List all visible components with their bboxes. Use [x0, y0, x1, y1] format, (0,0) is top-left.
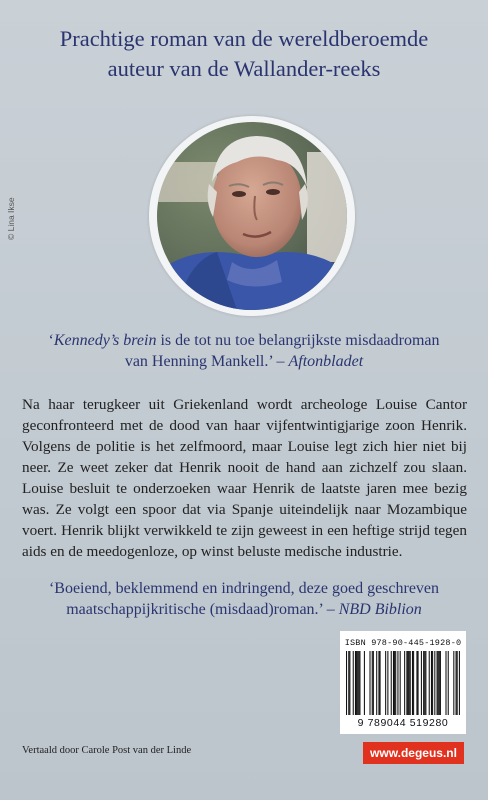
barcode-bar: [348, 651, 349, 715]
barcode-bar: [431, 651, 432, 715]
barcode-bar: [445, 651, 446, 715]
barcode-bar: [394, 651, 395, 715]
headline-line-1: Prachtige roman van de wereldberoemde: [59, 26, 429, 51]
barcode-bar: [369, 651, 370, 715]
quote-text-1: is de tot nu toe belangrijkste misdaadroman: [156, 332, 440, 349]
barcode-bar: [376, 651, 377, 715]
barcode-bar: [404, 651, 405, 715]
quote-open-mark: ‘: [48, 332, 54, 349]
barcode-bar: [356, 651, 357, 715]
synopsis: [22, 394, 467, 562]
quote-source: Aftonbladet: [288, 353, 364, 370]
barcode-bar: [385, 651, 386, 715]
barcode-panel: [340, 631, 466, 734]
barcode-bar: [353, 651, 354, 715]
barcode-bar: [439, 651, 440, 715]
barcode-bar: [410, 651, 411, 715]
barcode-bar: [453, 651, 454, 715]
barcode-bar: [346, 651, 347, 715]
barcode-bar: [456, 651, 457, 715]
barcode-bar: [380, 651, 381, 715]
quote2-source: NBD Biblion: [338, 601, 422, 618]
barcode-bar: [349, 651, 350, 715]
synopsis-text: Na haar terugkeer uit Griekenland wordt archeologe Louise Cantor geconfronteerd met de dood van haar vijfentwintigjarige zoon Henrik. Volgens de politie is het zelfmoord, maar Louise legt zich hier niet bij neer. Ze weet zeker dat Henrik nooit de hand aan zichzelf zou slaan. Louise besluit te onderzoeken waar Henrik de laatste jaren mee bezig was. Ze volgt een spoor dat via Spanje uiteindelijk naar Mozambique voert. Henrik blijkt verwikkeld te zijn geweest in een heftige strijd tegen aids en de meedogenloze, op winst beluste medische industrie.: [22, 396, 467, 560]
barcode-bar: [440, 651, 441, 715]
quote2-line-1: ‘Boeiend, beklemmend en indringend, deze goed geschreven: [48, 580, 440, 597]
ean-number: 9 789044 519280: [357, 717, 449, 729]
quote-book-title: Kennedy’s brein: [53, 332, 157, 349]
quote-text-2: van Henning Mankell.’ –: [124, 353, 289, 370]
author-portrait-image: [157, 122, 347, 310]
photo-credit: © Lina Ikse: [6, 197, 16, 240]
headline: [0, 24, 488, 84]
barcode-bar: [425, 651, 426, 715]
author-photo: [157, 122, 347, 310]
barcode-bar: [459, 651, 460, 715]
barcode-bar: [413, 651, 414, 715]
barcode-bar: [423, 651, 424, 715]
isbn-label: ISBN 978-90-445-1928-0: [344, 638, 462, 648]
barcode-bar: [429, 651, 430, 715]
barcode-bar: [372, 651, 373, 715]
barcode-bar: [457, 651, 458, 715]
press-quote-aftonbladet: [24, 330, 464, 372]
barcode-bar: [359, 651, 360, 715]
barcode-bar: [357, 651, 358, 715]
barcode-bar: [421, 651, 422, 715]
barcode-bar: [434, 651, 435, 715]
barcode-bar: [378, 651, 379, 715]
barcode-bar: [373, 651, 374, 715]
barcode-bar: [358, 651, 359, 715]
barcode-bar: [416, 651, 417, 715]
barcode-bar: [409, 651, 410, 715]
barcode-bar: [364, 651, 365, 715]
barcode-bar: [412, 651, 413, 715]
publisher-website[interactable]: www.degeus.nl: [363, 742, 464, 764]
barcode-bar: [395, 651, 396, 715]
barcode-bar: [355, 651, 356, 715]
barcode-bar: [424, 651, 425, 715]
translator-credit: Vertaald door Carole Post van der Linde: [22, 745, 192, 756]
barcode-bar: [418, 651, 419, 715]
barcode-bar: [391, 651, 392, 715]
quote2-line-2: maatschappijkritische (misdaad)roman.’ –: [66, 601, 339, 618]
barcode-bar: [407, 651, 408, 715]
barcode-bar: [448, 651, 449, 715]
barcode-bar: [406, 651, 407, 715]
barcode-bar: [387, 651, 388, 715]
barcode-bar: [400, 651, 401, 715]
barcode-bar: [393, 651, 394, 715]
barcode-image: [346, 651, 460, 715]
barcode-bar: [432, 651, 433, 715]
barcode-bar: [438, 651, 439, 715]
headline-line-2: auteur van de Wallander-reeks: [107, 56, 381, 81]
press-quote-nbd-biblion: [20, 578, 468, 620]
barcode-bar: [437, 651, 438, 715]
barcode-bar: [397, 651, 398, 715]
